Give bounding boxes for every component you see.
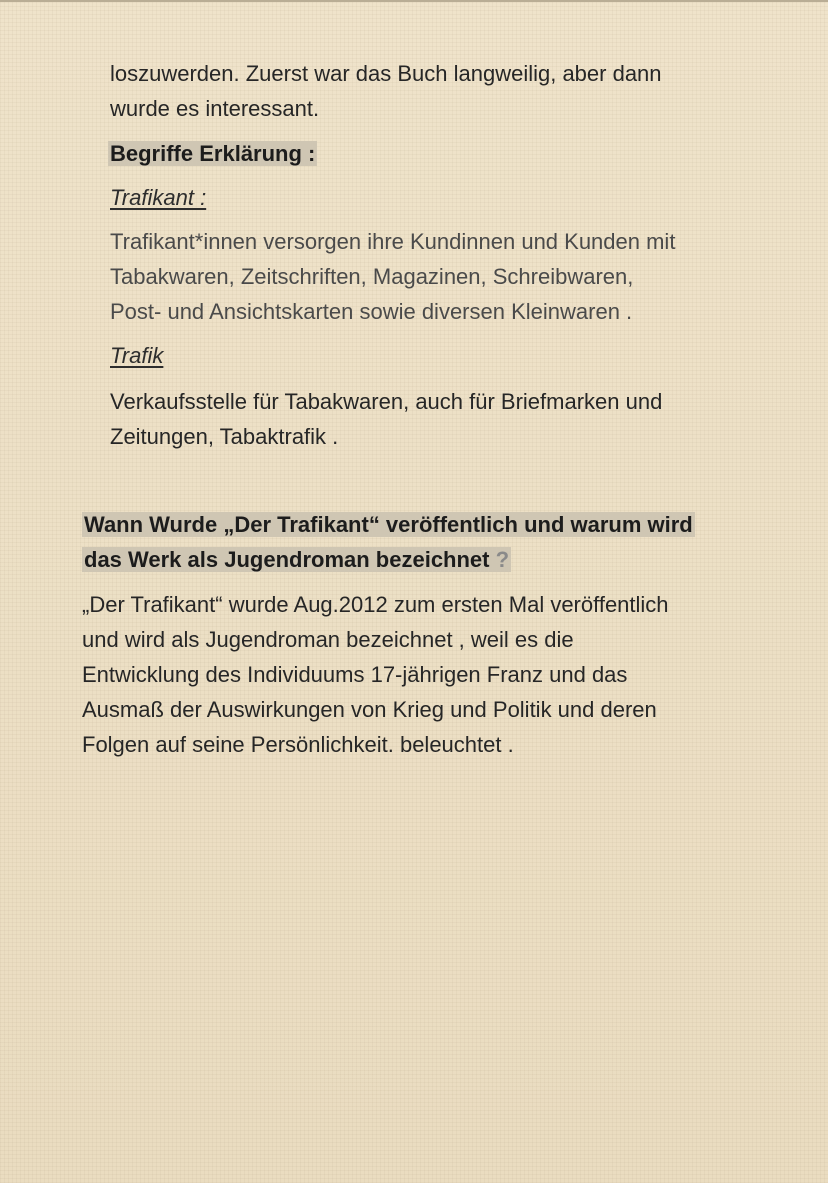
question-line-1-wrap: [82, 507, 695, 542]
term-trafikant: Trafikant :: [110, 185, 207, 210]
question-mark: ?: [495, 547, 510, 572]
term-trafik: Trafik: [110, 343, 164, 368]
question-line-1: Wann Wurde „Der Trafikant“ veröffentlich und warum wird: [84, 512, 693, 537]
answer-line-3: Entwicklung des Individuums 17-jährigen Franz und das: [82, 662, 628, 687]
term-1-definition-line-3: Post- und Ansichtskarten sowie diversen Kleinwaren .: [110, 299, 633, 324]
term-2-definition-line-1: Verkaufsstelle für Tabakwaren, auch für Briefmarken und: [110, 389, 663, 414]
answer-line-4: Ausmaß der Auswirkungen von Krieg und Politik und deren: [82, 697, 657, 722]
intro-line-1: loszuwerden. Zuerst war das Buch langweilig, aber dann: [110, 61, 662, 86]
question-line-2: [82, 547, 511, 572]
glossary-heading: Begriffe Erklärung :: [110, 141, 316, 166]
term-2-wrap: [110, 338, 163, 373]
answer-line-2: und wird als Jugendroman bezeichnet , weil es die: [82, 627, 574, 652]
term-1-wrap: [110, 180, 206, 215]
question-line-2-wrap: [82, 542, 511, 577]
intro-line-2: wurde es interessant.: [110, 96, 320, 121]
answer-line-5: Folgen auf seine Persönlichkeit. beleuchtet .: [82, 732, 514, 757]
term-1-definition-line-2: Tabakwaren, Zeitschriften, Magazinen, Schreibwaren,: [110, 264, 634, 289]
answer-line-1: „Der Trafikant“ wurde Aug.2012 zum ersten Mal veröffentlich: [82, 592, 669, 617]
glossary-heading-wrap: [108, 136, 317, 171]
question-line-2-text: das Werk als Jugendroman bezeichnet: [84, 547, 490, 572]
term-2-definition-line-2: Zeitungen, Tabaktrafik .: [110, 424, 339, 449]
term-1-definition-line-1: Trafikant*innen versorgen ihre Kundinnen und Kunden mit: [110, 229, 676, 254]
